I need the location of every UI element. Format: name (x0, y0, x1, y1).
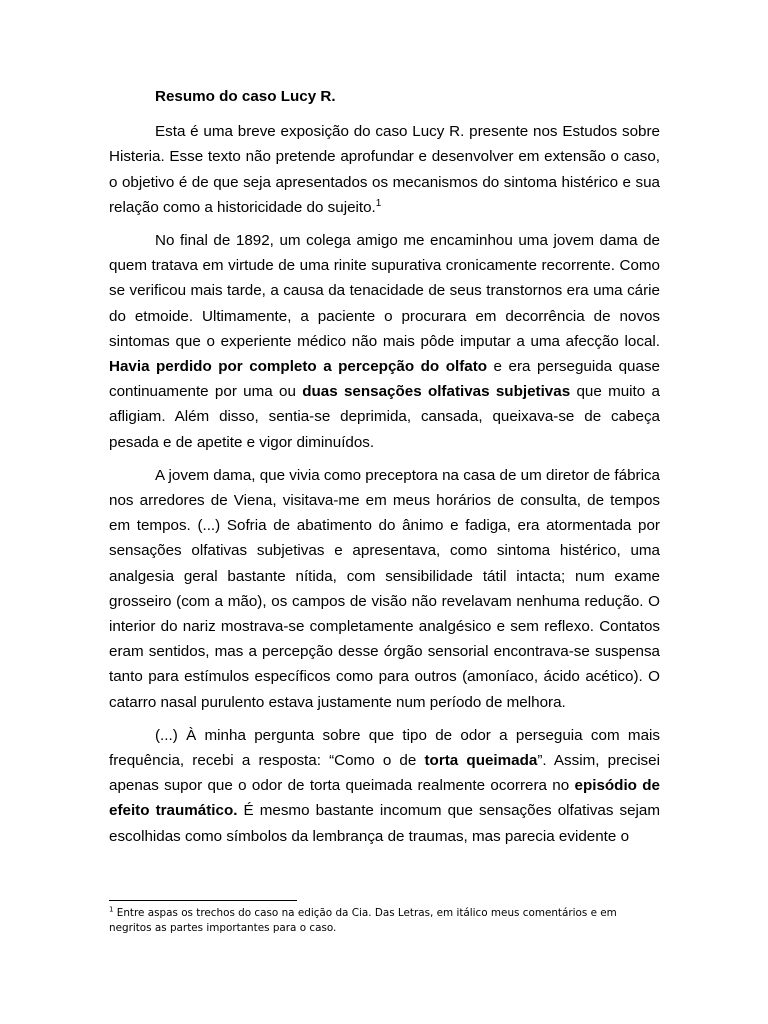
footnote-separator (109, 900, 297, 901)
paragraph-text: (...) À minha pergunta sobre que tipo de odor a perseguia com mais frequência, recebi a resposta: “Como o de (109, 726, 660, 770)
bold-emphasis: Havia perdido por completo a percepção do olfato (109, 358, 488, 376)
paragraph-text: É mesmo bastante incomum que sensações olfativas sejam escolhidas como símbolos da lembrança de traumas, mas parecia evidente o (109, 802, 660, 845)
paragraph-intro (109, 119, 660, 220)
paragraph-text: e era perseguida quase continuamente por uma ou (109, 358, 660, 401)
paragraph-examination (109, 463, 660, 715)
section-title (109, 84, 660, 109)
paragraph-text: No final de 1892, um colega amigo me encaminhou uma jovem dama de quem tratava em virtude de uma rinite supurativa cronicamente recorrente. Como se verificou mais tarde, a causa da tenacidade de seus transtornos era uma cárie do etmoide. Ultimamente, a paciente o procurara em decorrência de novos sintomas que o experiente médico não mais pôde imputar a uma afecção local. (109, 232, 660, 350)
footnote-text: Entre aspas os trechos do caso na edição da Cia. Das Letras, em itálico meus comentários e em negritos as partes importantes para o caso. (109, 907, 617, 934)
paragraph-case-start (109, 228, 660, 455)
document-body (109, 84, 660, 857)
paragraph-odor (109, 723, 660, 849)
bold-emphasis: episódio de efeito traumático. (109, 777, 660, 820)
paragraph-text: ”. Assim, precisei apenas supor que o odor de torta queimada realmente ocorrera no (109, 752, 660, 795)
paragraph-text: que muito a afligiam. Além disso, sentia-se deprimida, cansada, queixava-se de cabeça pesada e de apetite e vigor diminuídos. (109, 383, 660, 451)
footnote (109, 906, 661, 936)
paragraph-intro-text: Esta é uma breve exposição do caso Lucy R. presente nos Estudos sobre Histeria. Esse texto não pretende aprofundar e desenvolver em extensão o caso, o objetivo é de que seja apresentados os mecanismos do sintoma histérico e sua relação como a historicidade do sujeito. (109, 123, 660, 216)
bold-emphasis: torta queimada (424, 752, 538, 770)
section-title-text: Resumo do caso Lucy R. (155, 88, 336, 105)
footnote-number: 1 (109, 905, 114, 914)
bold-emphasis: duas sensações olfativas subjetivas (302, 383, 571, 401)
footnote-reference[interactable]: 1 (375, 197, 382, 209)
paragraph-text: A jovem dama, que vivia como preceptora na casa de um diretor de fábrica nos arredores de Viena, visitava-me em meus horários de consulta, de tempos em tempos. (...) Sofria de abatimento do ânimo e fadiga, era atormentada por sensações olfativas subjetivas e apresentava, como sintoma histérico, uma analgesia geral bastante nítida, com sensibilidade tátil intacta; num exame grosseiro (com a mão), os campos de visão não revelavam nenhuma redução. O interior do nariz mostrava-se completamente analgésico e sem reflexo. Contatos eram sentidos, mas a percepção desse órgão sensorial encontrava-se suspensa tanto para estímulos específicos como para outros (amoníaco, ácido acético). O catarro nasal purulento estava justamente num período de melhora. (109, 466, 660, 711)
